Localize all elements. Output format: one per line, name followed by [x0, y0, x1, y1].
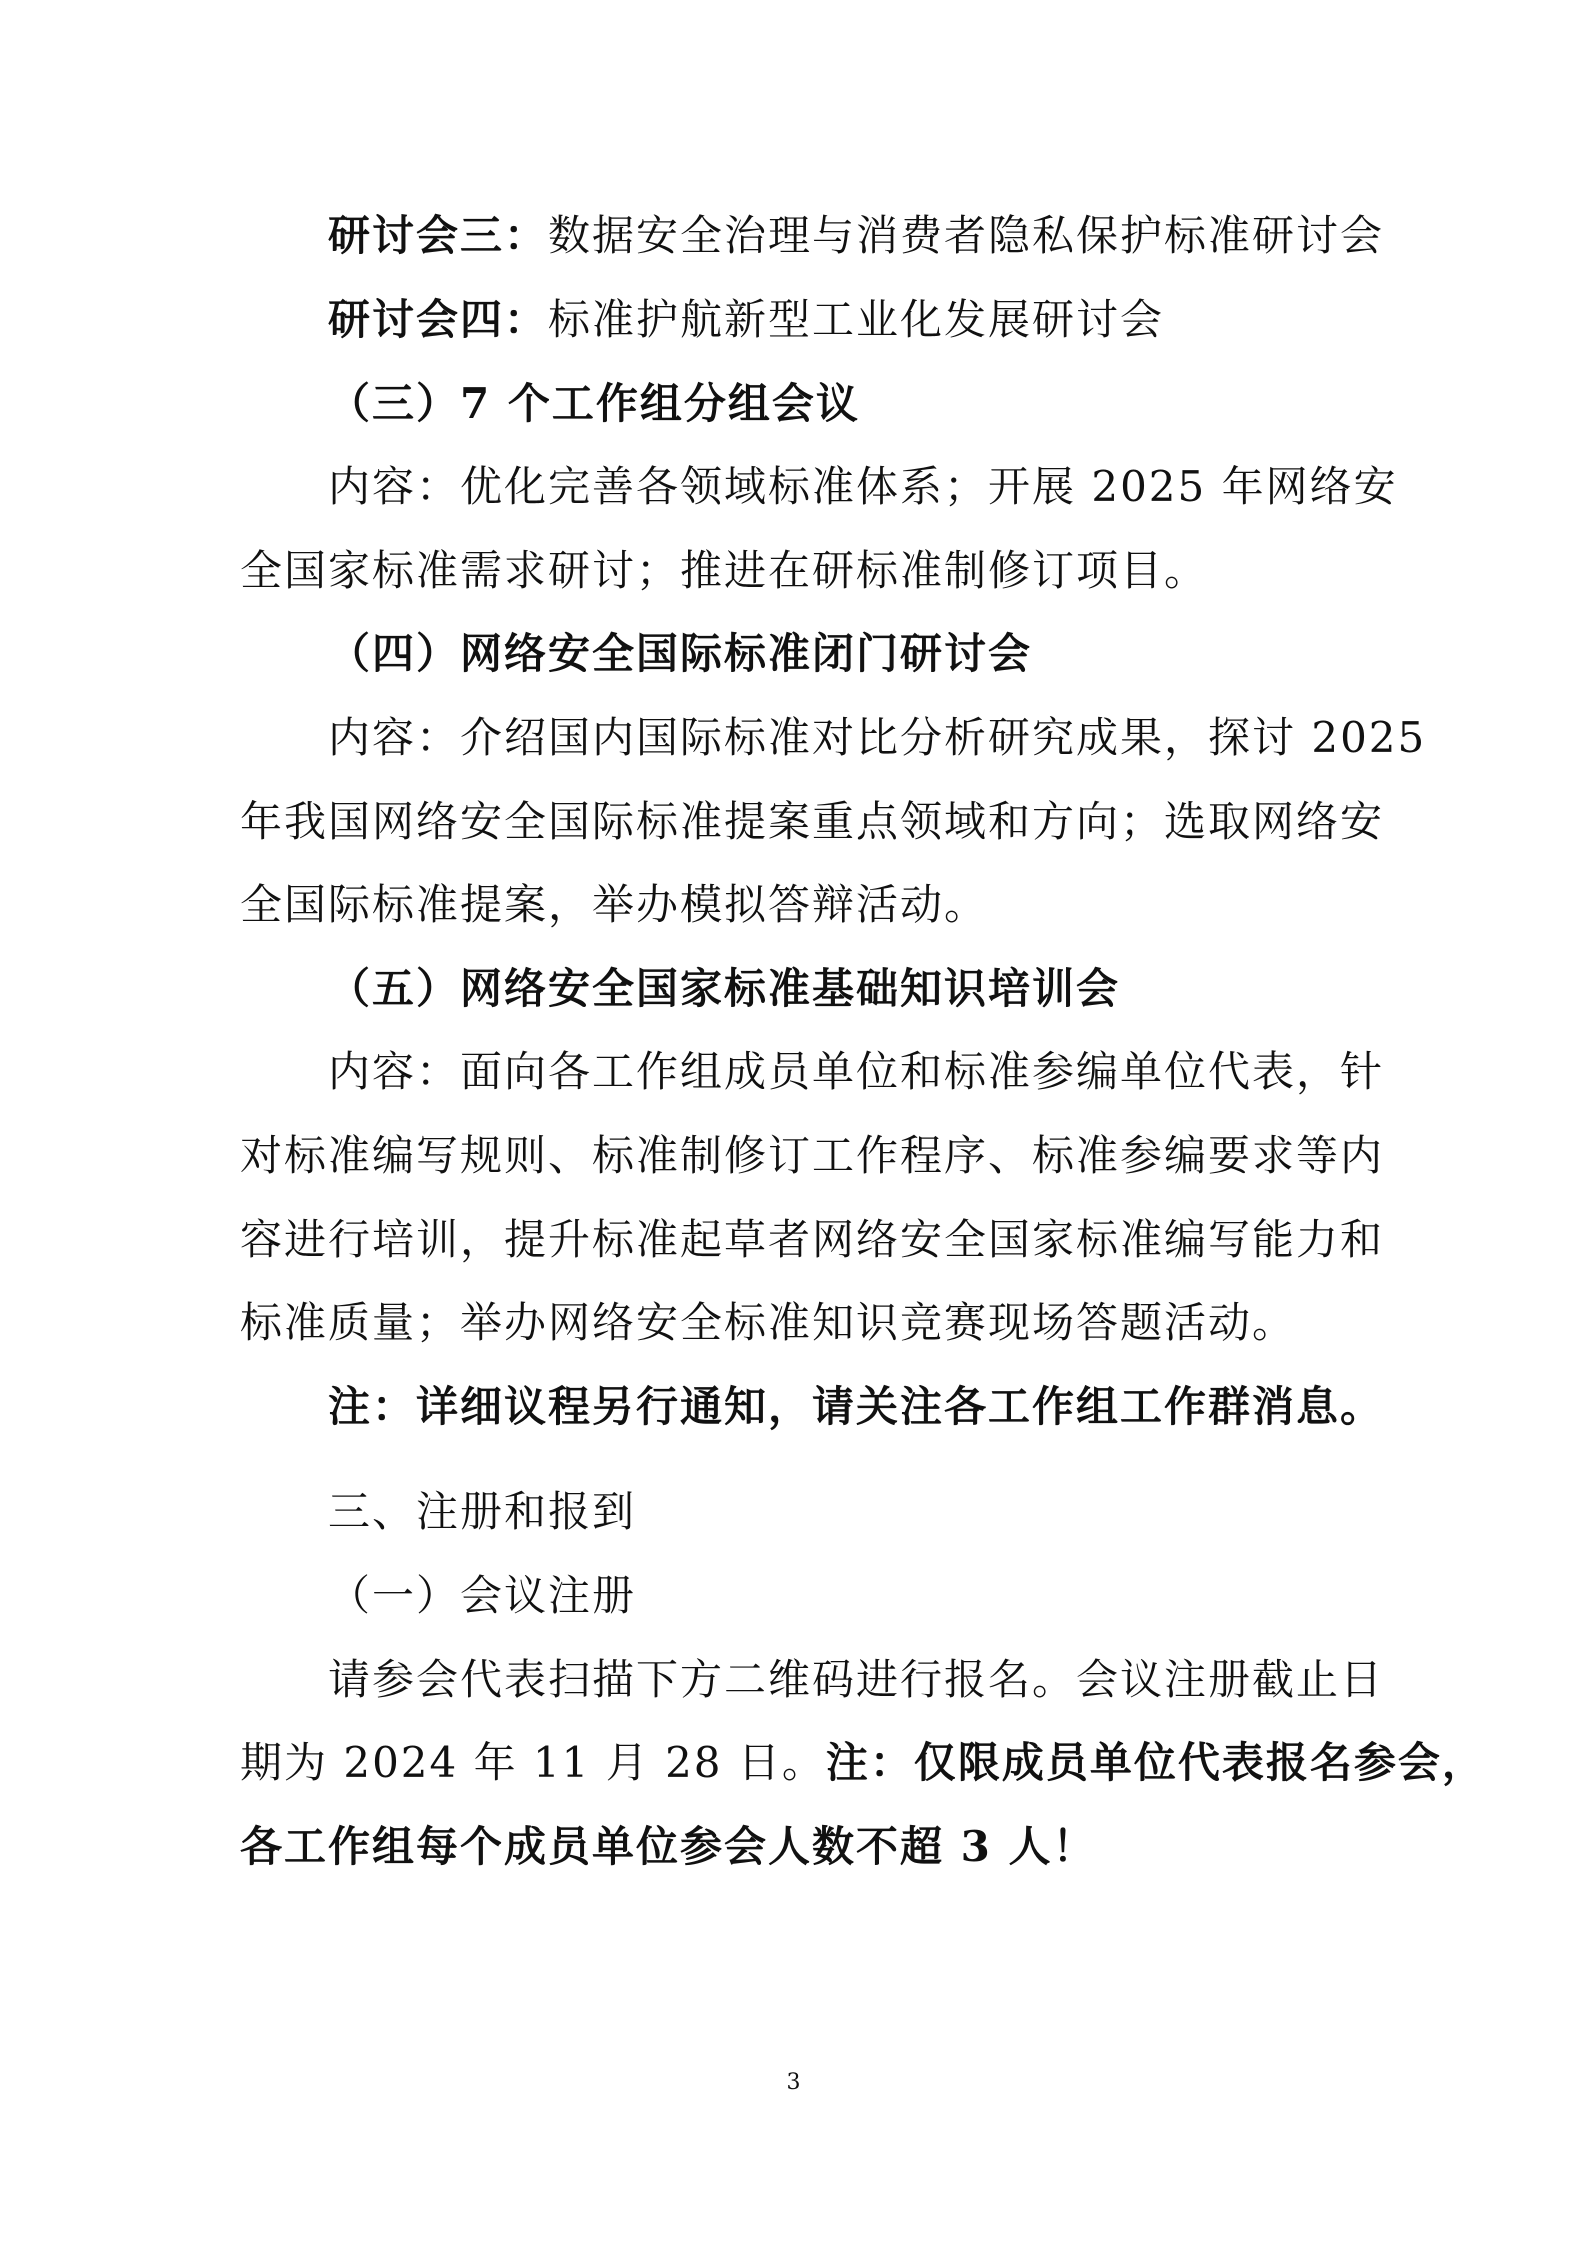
section-3-paragraph-line: 内容：优化完善各领域标准体系；开展 2025 年网络安	[328, 462, 1398, 511]
section-4-heading: （四）网络安全国际标准闭门研讨会	[328, 629, 1033, 678]
section-5-heading: （五）网络安全国家标准基础知识培训会	[328, 964, 1121, 1013]
registration-paragraph-line	[240, 1733, 1486, 1793]
section-3-heading: （三）7 个工作组分组会议	[328, 379, 860, 428]
registration-limit-note: 各工作组每个成员单位参会人数不超 3 人！	[240, 1822, 1097, 1871]
agenda-note: 注：详细议程另行通知，请关注各工作组工作群消息。	[328, 1382, 1385, 1431]
section-5-paragraph-line: 对标准编写规则、标准制修订工作程序、标准参编要求等内	[240, 1131, 1385, 1180]
seminar-3-label: 研讨会三：	[328, 211, 549, 260]
seminar-4-line	[328, 290, 1164, 350]
section-4-paragraph-line: 内容：介绍国内国际标准对比分析研究成果，探讨 2025	[328, 713, 1427, 762]
registration-deadline: 期为 2024 年 11 月 28 日。	[240, 1738, 826, 1787]
section-4-paragraph-line: 年我国网络安全国际标准提案重点领域和方向；选取网络安	[240, 797, 1385, 846]
registration-subheading: （一）会议注册	[328, 1571, 637, 1620]
part-3-heading: 三、注册和报到	[328, 1487, 637, 1536]
section-5-paragraph-line: 标准质量；举办网络安全标准知识竞赛现场答题活动。	[240, 1298, 1297, 1347]
section-4-paragraph-line: 全国际标准提案，举办模拟答辩活动。	[240, 880, 989, 929]
seminar-4-label: 研讨会四：	[328, 295, 549, 344]
seminar-4-title: 标准护航新型工业化发展研讨会	[548, 295, 1165, 344]
registration-note: 注：仅限成员单位代表报名参会，	[825, 1738, 1486, 1787]
seminar-3-title: 数据安全治理与消费者隐私保护标准研讨会	[548, 211, 1385, 260]
section-5-paragraph-line: 容进行培训，提升标准起草者网络安全国家标准编写能力和	[240, 1215, 1385, 1264]
page-number: 3	[786, 2070, 801, 2095]
seminar-3-line	[328, 206, 1384, 266]
section-3-paragraph-line: 全国家标准需求研讨；推进在研标准制修订项目。	[240, 546, 1209, 595]
registration-paragraph-line: 请参会代表扫描下方二维码进行报名。会议注册截止日	[328, 1655, 1385, 1704]
section-5-paragraph-line: 内容：面向各工作组成员单位和标准参编单位代表，针	[328, 1047, 1385, 1096]
